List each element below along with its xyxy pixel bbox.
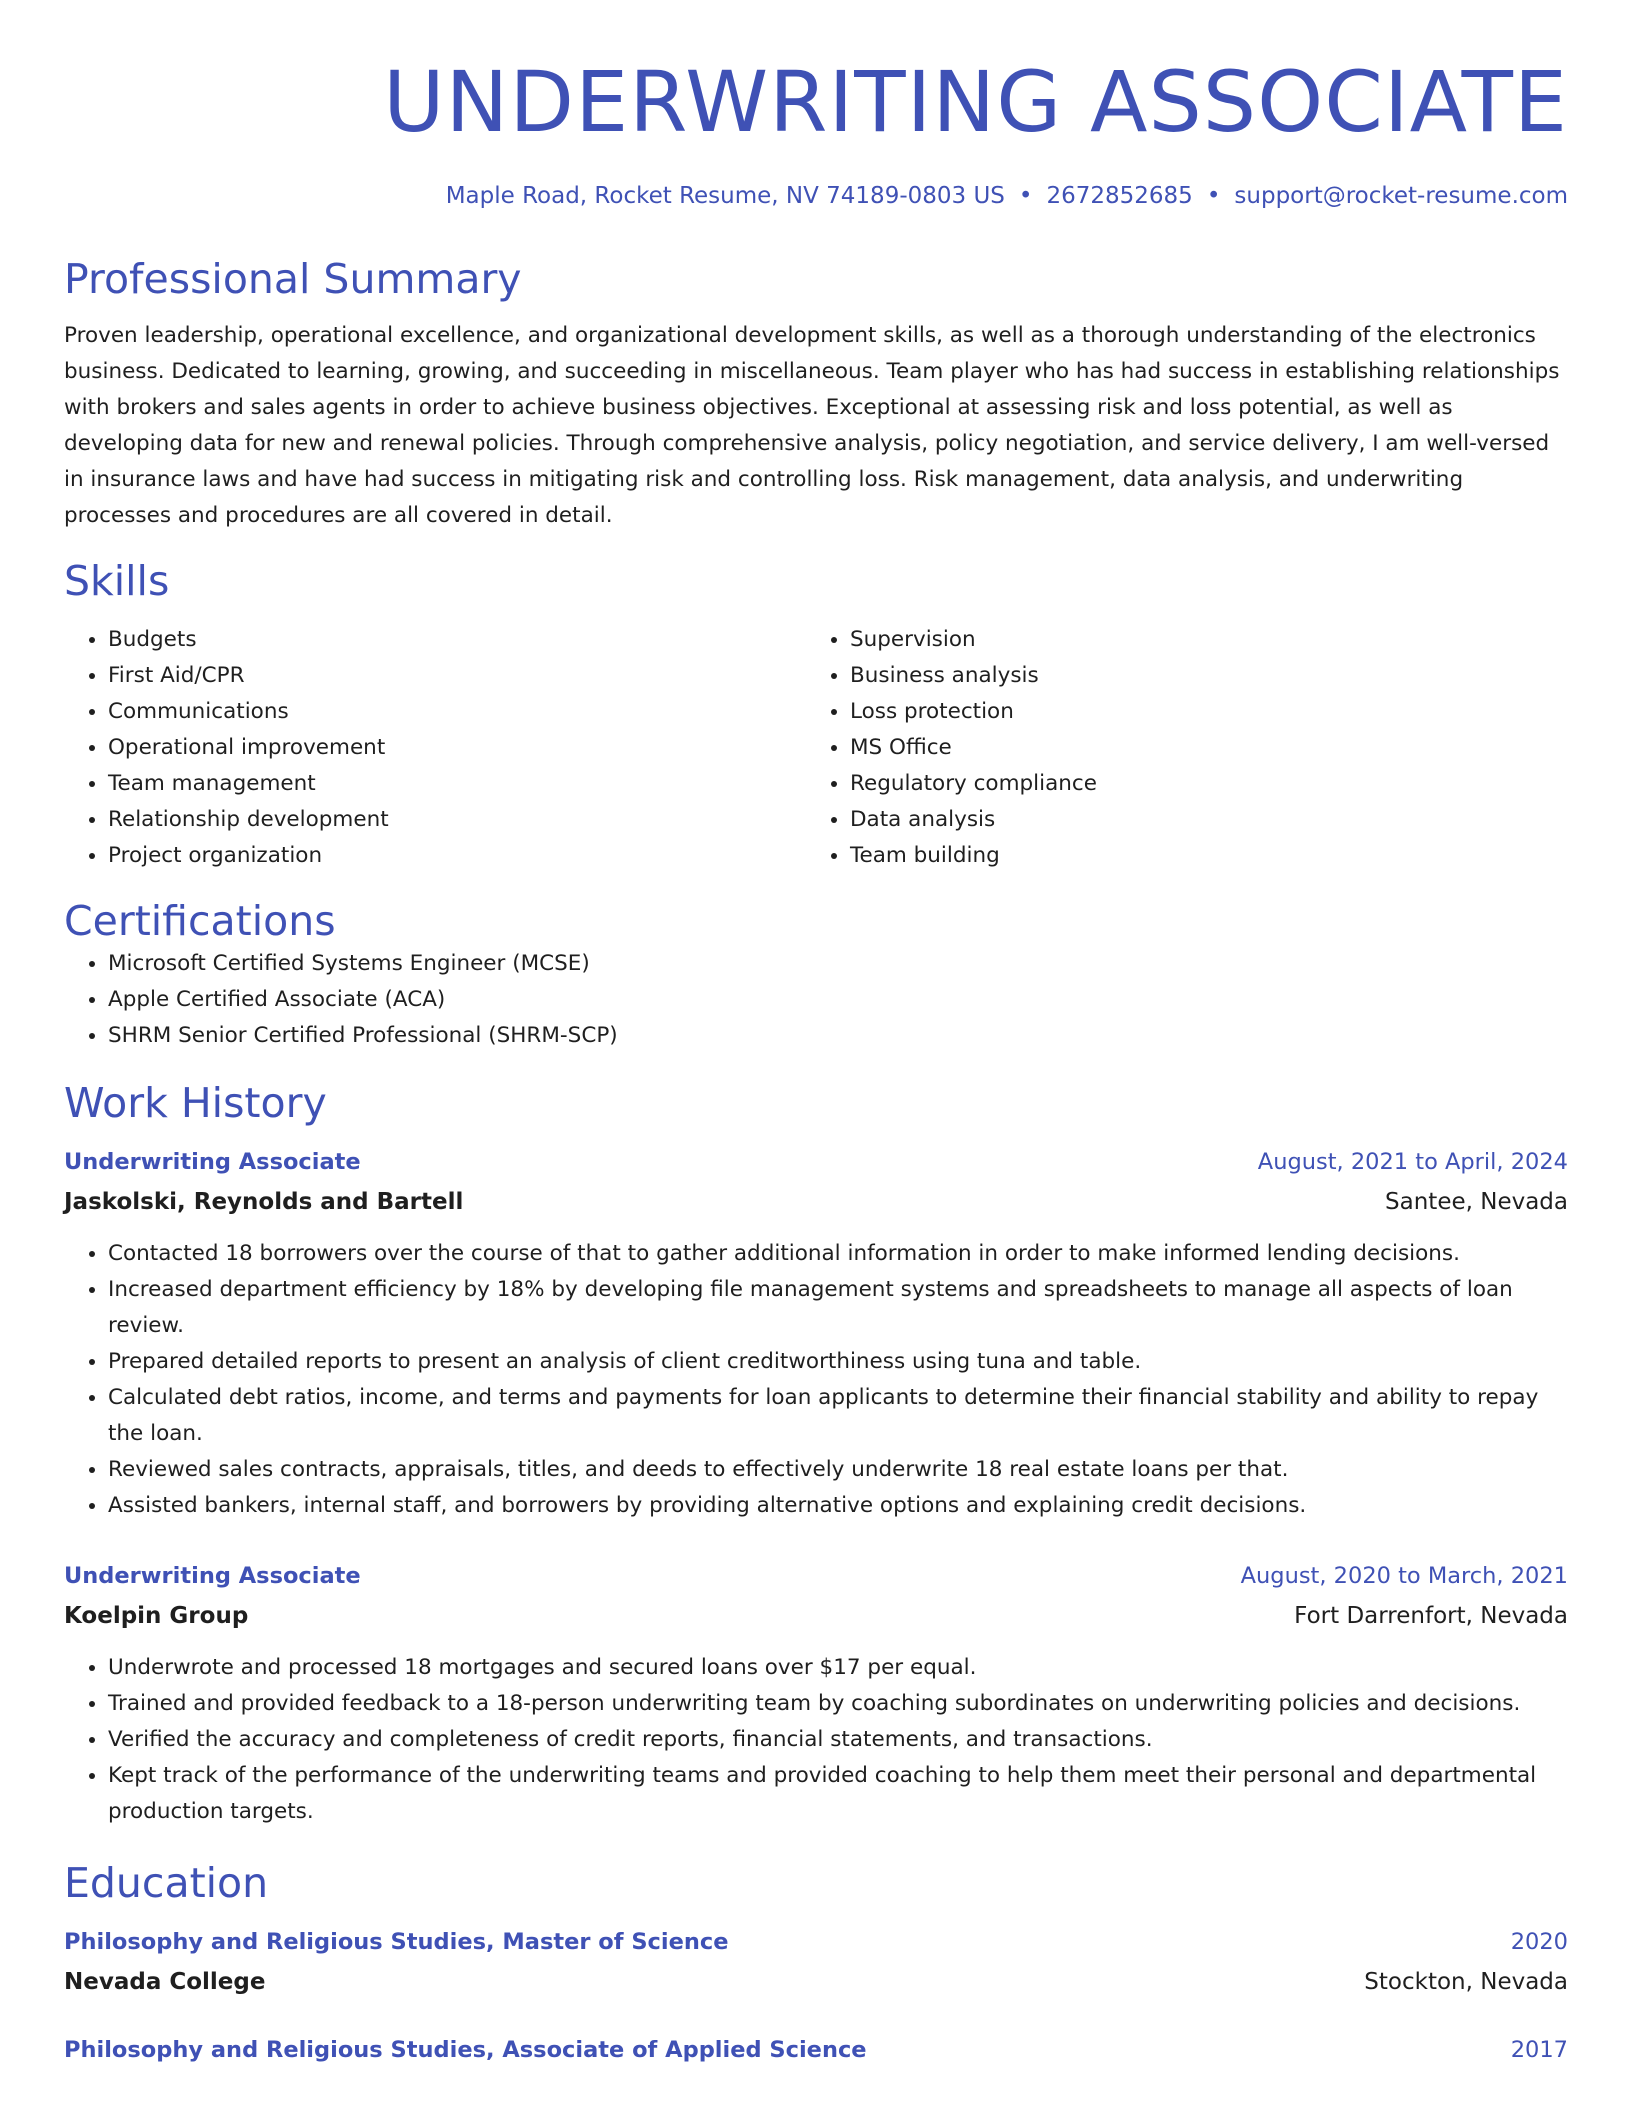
contact-line <box>64 180 1568 212</box>
education-entry <box>64 1924 1568 2000</box>
job-entry <box>64 1558 1568 1830</box>
skill-item: • Operational improvement <box>108 730 806 766</box>
job-company-row <box>64 1180 1568 1220</box>
education-location: Stockton, Nevada <box>1364 1969 1568 1995</box>
certifications-list <box>64 946 1568 1054</box>
education-year: 2017 <box>1510 2037 1568 2063</box>
resume-page <box>64 0 1568 2068</box>
summary-text: Proven leadership, operational excellence, and organizational development skills, as well as a thorough understanding of the electronics business. Dedicated to learning, growing, and succeeding in miscellaneous. Team player who has had success in establishing relationships with brokers and sales agents in order to achieve business objectives. Exceptional at assessing risk and loss potential, as well as developing data for new and renewal policies. Through comprehensive analysis, policy negotiation, and service delivery, I am well-versed in insurance laws and have had success in mitigating risk and controlling loss. Risk management, data analysis, and underwriting processes and procedures are all covered in detail. <box>64 323 1560 528</box>
job-bullets <box>64 1236 1568 1524</box>
job-bullet: • Underwrote and processed 18 mortgages and secured loans over $17 per equal. <box>108 1650 1568 1686</box>
education-degree: Philosophy and Religious Studies, Associate of Applied Science <box>64 2037 867 2063</box>
contact-separator: • <box>1018 183 1033 209</box>
skill-item: • Business analysis <box>850 658 1548 694</box>
skill-item: • Regulatory compliance <box>850 766 1548 802</box>
skill-item: • Loss protection <box>850 694 1548 730</box>
contact-phone[interactable]: 2672852685 <box>1046 183 1193 209</box>
education-degree: Philosophy and Religious Studies, Master of Science <box>64 1929 729 1955</box>
job-dates: August, 2021 to April, 2024 <box>1257 1149 1568 1175</box>
section-heading-certifications: Certifications <box>64 897 336 945</box>
skill-item: • Team management <box>108 766 806 802</box>
skill-item: • Relationship development <box>108 802 806 838</box>
job-company: Koelpin Group <box>64 1603 249 1629</box>
education-entry <box>64 2032 1568 2068</box>
job-location: Fort Darrenfort, Nevada <box>1294 1603 1568 1629</box>
certification-item: • SHRM Senior Certified Professional (SHRM-SCP) <box>108 1018 1568 1054</box>
section-heading-work-history: Work History <box>64 1079 327 1127</box>
job-bullet: • Increased department efficiency by 18% by developing file management systems and spreadsheets to manage all aspects of loan review. <box>108 1272 1568 1344</box>
job-header-row <box>64 1144 1568 1180</box>
job-title: Underwriting Associate <box>64 1149 361 1175</box>
certification-item: • Microsoft Certified Systems Engineer (MCSE) <box>108 946 1568 982</box>
job-entry <box>64 1144 1568 1524</box>
section-heading-education: Education <box>64 1859 269 1907</box>
job-bullet: • Contacted 18 borrowers over the course of that to gather additional information in order to make informed lending decisions. <box>108 1236 1568 1272</box>
skill-item: • First Aid/CPR <box>108 658 806 694</box>
job-bullet: • Kept track of the performance of the underwriting teams and provided coaching to help them meet their personal and departmental production targets. <box>108 1758 1568 1830</box>
education-year: 2020 <box>1510 1929 1568 1955</box>
job-title: Underwriting Associate <box>64 1563 361 1589</box>
contact-email[interactable]: support@rocket-resume.com <box>1234 183 1568 209</box>
skill-item: • MS Office <box>850 730 1548 766</box>
certification-item: • Apple Certified Associate (ACA) <box>108 982 1568 1018</box>
education-school: Nevada College <box>64 1969 266 1995</box>
skill-item: • Project organization <box>108 838 806 874</box>
education-header-row <box>64 2032 1568 2068</box>
skill-item: • Data analysis <box>850 802 1548 838</box>
skills-right-list <box>806 622 1548 874</box>
skill-item: • Budgets <box>108 622 806 658</box>
skill-item: • Team building <box>850 838 1548 874</box>
contact-address: Maple Road, Rocket Resume, NV 74189-0803 US <box>445 183 1005 209</box>
skills-grid <box>64 622 1568 874</box>
job-bullet: • Prepared detailed reports to present an analysis of client creditworthiness using tuna and table. <box>108 1344 1568 1380</box>
education-school-row <box>64 1960 1568 2000</box>
contact-separator: • <box>1206 183 1221 209</box>
job-bullet: • Assisted bankers, internal staff, and borrowers by providing alternative options and explaining credit decisions. <box>108 1488 1568 1524</box>
skill-item: • Communications <box>108 694 806 730</box>
job-bullets <box>64 1650 1568 1830</box>
resume-name: UNDERWRITING ASSOCIATE <box>383 53 1568 151</box>
skills-left-list <box>64 622 806 874</box>
job-bullet: • Calculated debt ratios, income, and terms and payments for loan applicants to determine their financial stability and ability to repay the loan. <box>108 1380 1568 1452</box>
job-bullet: • Trained and provided feedback to a 18-person underwriting team by coaching subordinates on underwriting policies and decisions. <box>108 1686 1568 1722</box>
job-company: Jaskolski, Reynolds and Bartell <box>64 1189 464 1215</box>
section-heading-skills: Skills <box>64 557 170 605</box>
job-company-row <box>64 1594 1568 1634</box>
education-header-row <box>64 1924 1568 1960</box>
skill-item: • Supervision <box>850 622 1548 658</box>
job-bullet: • Verified the accuracy and completeness of credit reports, financial statements, and transactions. <box>108 1722 1568 1758</box>
job-dates: August, 2020 to March, 2021 <box>1240 1563 1568 1589</box>
job-location: Santee, Nevada <box>1385 1189 1568 1215</box>
job-header-row <box>64 1558 1568 1594</box>
section-heading-summary: Professional Summary <box>64 255 522 303</box>
job-bullet: • Reviewed sales contracts, appraisals, titles, and deeds to effectively underwrite 18 real estate loans per that. <box>108 1452 1568 1488</box>
